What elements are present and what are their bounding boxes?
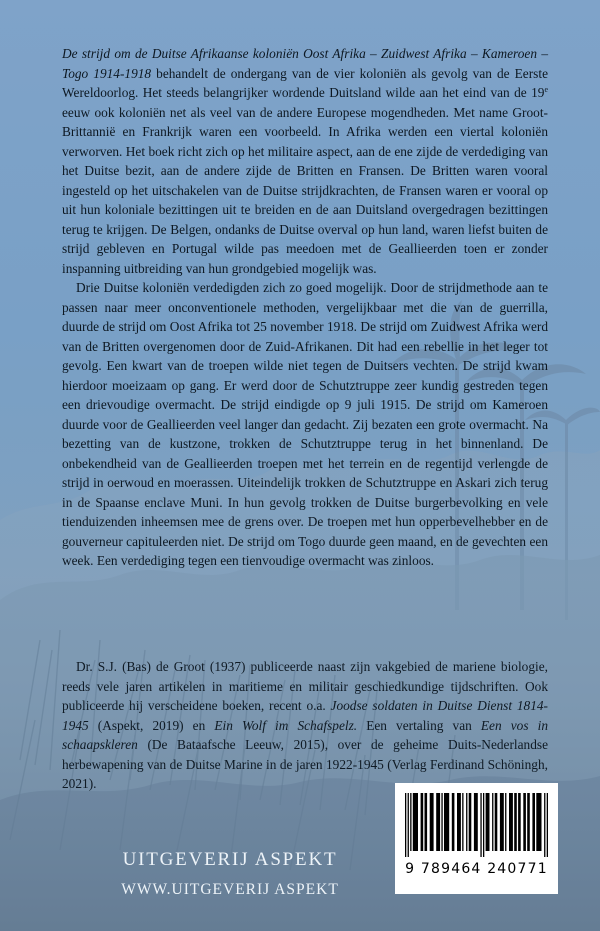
barcode-bar <box>410 793 411 851</box>
barcode-bar <box>430 793 434 851</box>
barcode-bar <box>547 793 548 857</box>
isbn-barcode <box>395 783 558 894</box>
barcode-bar <box>536 793 541 851</box>
barcode-bar <box>474 793 478 851</box>
barcode-bar <box>408 793 409 857</box>
bio-book-2: Ein Wolf im Schafspelz. <box>214 717 358 733</box>
barcode-bar <box>444 793 449 851</box>
barcode-bar <box>421 793 424 851</box>
barcode-bars <box>403 793 550 859</box>
book-title-italic: De strijd om de Duitse Afrikaanse koloniën Oost Afrika – Zuidwest Afrika – Kameroen – Togo 1914-1918 <box>62 46 548 81</box>
barcode-bar <box>514 793 517 851</box>
barcode-bar <box>441 793 442 851</box>
author-bio-paragraph <box>62 657 548 794</box>
bio-book-1: Joodse soldaten in Duitse Dienst 1814-1945 <box>62 698 548 733</box>
isbn-digits: 9 789464 240771 <box>405 861 548 877</box>
synopsis-text: behandelt de ondergang van de vier koloniën als gevolg van de Eerste Wereldoorlog. Het steeds belangrijker wordende Duitsland wilde aan het eind van de 19 <box>62 65 548 100</box>
synopsis-paragraph-2: Drie Duitse koloniën verdedigden zich zo goed mogelijk. Door de strijdmethode aan te passen naar meer onconventionele methoden, vergelijkbaar met die van de guerrilla, duurde de strijd om Oost Afrika tot 25 november 1918. De strijd om Zuidwest Afrika werd van de Britten overgenomen door de Zuid-Afrikanen. Dit had een rebellie in het leger tot gevolg. Een kwart van de troepen wilde niet tegen de Duitsers vechten. De strijd kwam hierdoor moeizaam op gang. Er werd door de Schutztruppe zeer kundig gestreden tegen een drievoudige overmacht. De strijd eindigde op 9 juli 1915. De strijd om Kameroen duurde voor de Geallieerden veel langer dan gedacht. Zij bezaten een grote overmacht. Na bezetting van de kustzone, trokken de Schutztruppe terug in het binnenland. De onbekendheid van de Geallieerden troepen met het terrein en de regentijd verlengde de strijd in oerwoud en moerassen. Uiteindelijk trokken de Schutztruppe en Askari zich terug in de Spaanse enclave Muni. In hun gevolg trokken de Duitse burgerbevolking en vele tienduizenden inheemsen mee de grens over. De troepen met hun opperbevelhebber en de gouverneur capituleerden niet. De strijd om Togo duurde geen maand, en de gevechten een week. Een verdediging tegen een tienvoudige overmacht was zinloos. <box>62 280 548 568</box>
barcode-bar <box>492 793 493 851</box>
synopsis-text-rest: eeuw ook koloniën net als veel van de andere Europese mogendheden. Met name Groot-Brittannië en Frankrijk waren een voorbeeld. In Afrika werden een viertal koloniën verworven. Het boek richt zich op het militaire aspect, aan de ene zijde de verdediging van het Duitse bezit, aan de andere zijde de Britten en Fransen. De Britten waren vooral ingesteld op het uitschakelen van de Duitse strijdkrachten, de Fransen waren er vooral op uit hun koloniale bezittingen uit te breiden en de aan Duitsland overgedragen bezittingen terug te krijgen. De Belgen, ondanks de Duitse overval op hun land, waren liefst buiten de strijd gebleven en Portugal wilde pas meedoen met de Geallieerden toen er zonder inspanning uitbreiding van hun grondgebied mogelijk was. <box>62 104 548 276</box>
author-bio <box>62 657 548 794</box>
bio-text-4: (De Bataafsche Leeuw, 2015), over de geheime Duits-Nederlandse herbewapening van de Duitse Marine in de jaren 1922-1945 (Verlag Ferdinand Schöningh, 2021). <box>62 737 548 791</box>
barcode-bar <box>436 793 440 851</box>
barcode-bar <box>544 793 545 857</box>
bio-text-1: Dr. S.J. (Bas) de Groot (1937) publiceerde naast zijn vakgebied de mariene biologie, reeds vele jaren artikelen in maritieme en militair geschiedkundige tijdschriften. Ook publiceerde hij verscheidene boeken, recent o.a. <box>62 659 548 713</box>
barcode-bar <box>509 793 513 851</box>
barcode-bar <box>413 793 418 851</box>
bio-text-2: (Aspekt, 2019) en <box>88 717 215 733</box>
barcode-bar <box>452 793 455 851</box>
bio-book-3: Een vos in schaapskleren <box>62 717 548 752</box>
barcode-bar <box>466 793 467 851</box>
barcode-bar <box>518 793 521 851</box>
synopsis <box>62 44 548 571</box>
bio-text-3: Een vertaling van <box>357 717 481 733</box>
barcode-bar <box>495 793 498 851</box>
barcode-bar <box>486 793 490 851</box>
publisher-block <box>110 848 350 902</box>
barcode-bar <box>425 793 428 851</box>
barcode-bar <box>469 793 472 851</box>
publisher-url: WWW.UITGEVERIJ ASPEKT <box>121 881 339 898</box>
barcode-bar <box>527 793 530 851</box>
barcode-bar <box>480 793 481 857</box>
barcode-bar <box>405 793 406 857</box>
synopsis-paragraph-1 <box>62 44 548 278</box>
barcode-bar <box>532 793 535 851</box>
barcode-bar <box>505 793 506 851</box>
superscript-e: e <box>544 85 548 94</box>
barcode-bar <box>500 793 504 851</box>
publisher-name: UITGEVERIJ ASPEKT <box>122 849 338 870</box>
barcode-bar <box>483 793 484 857</box>
barcode-bar <box>523 793 526 851</box>
barcode-bar <box>462 793 463 851</box>
barcode-bar <box>457 793 461 851</box>
